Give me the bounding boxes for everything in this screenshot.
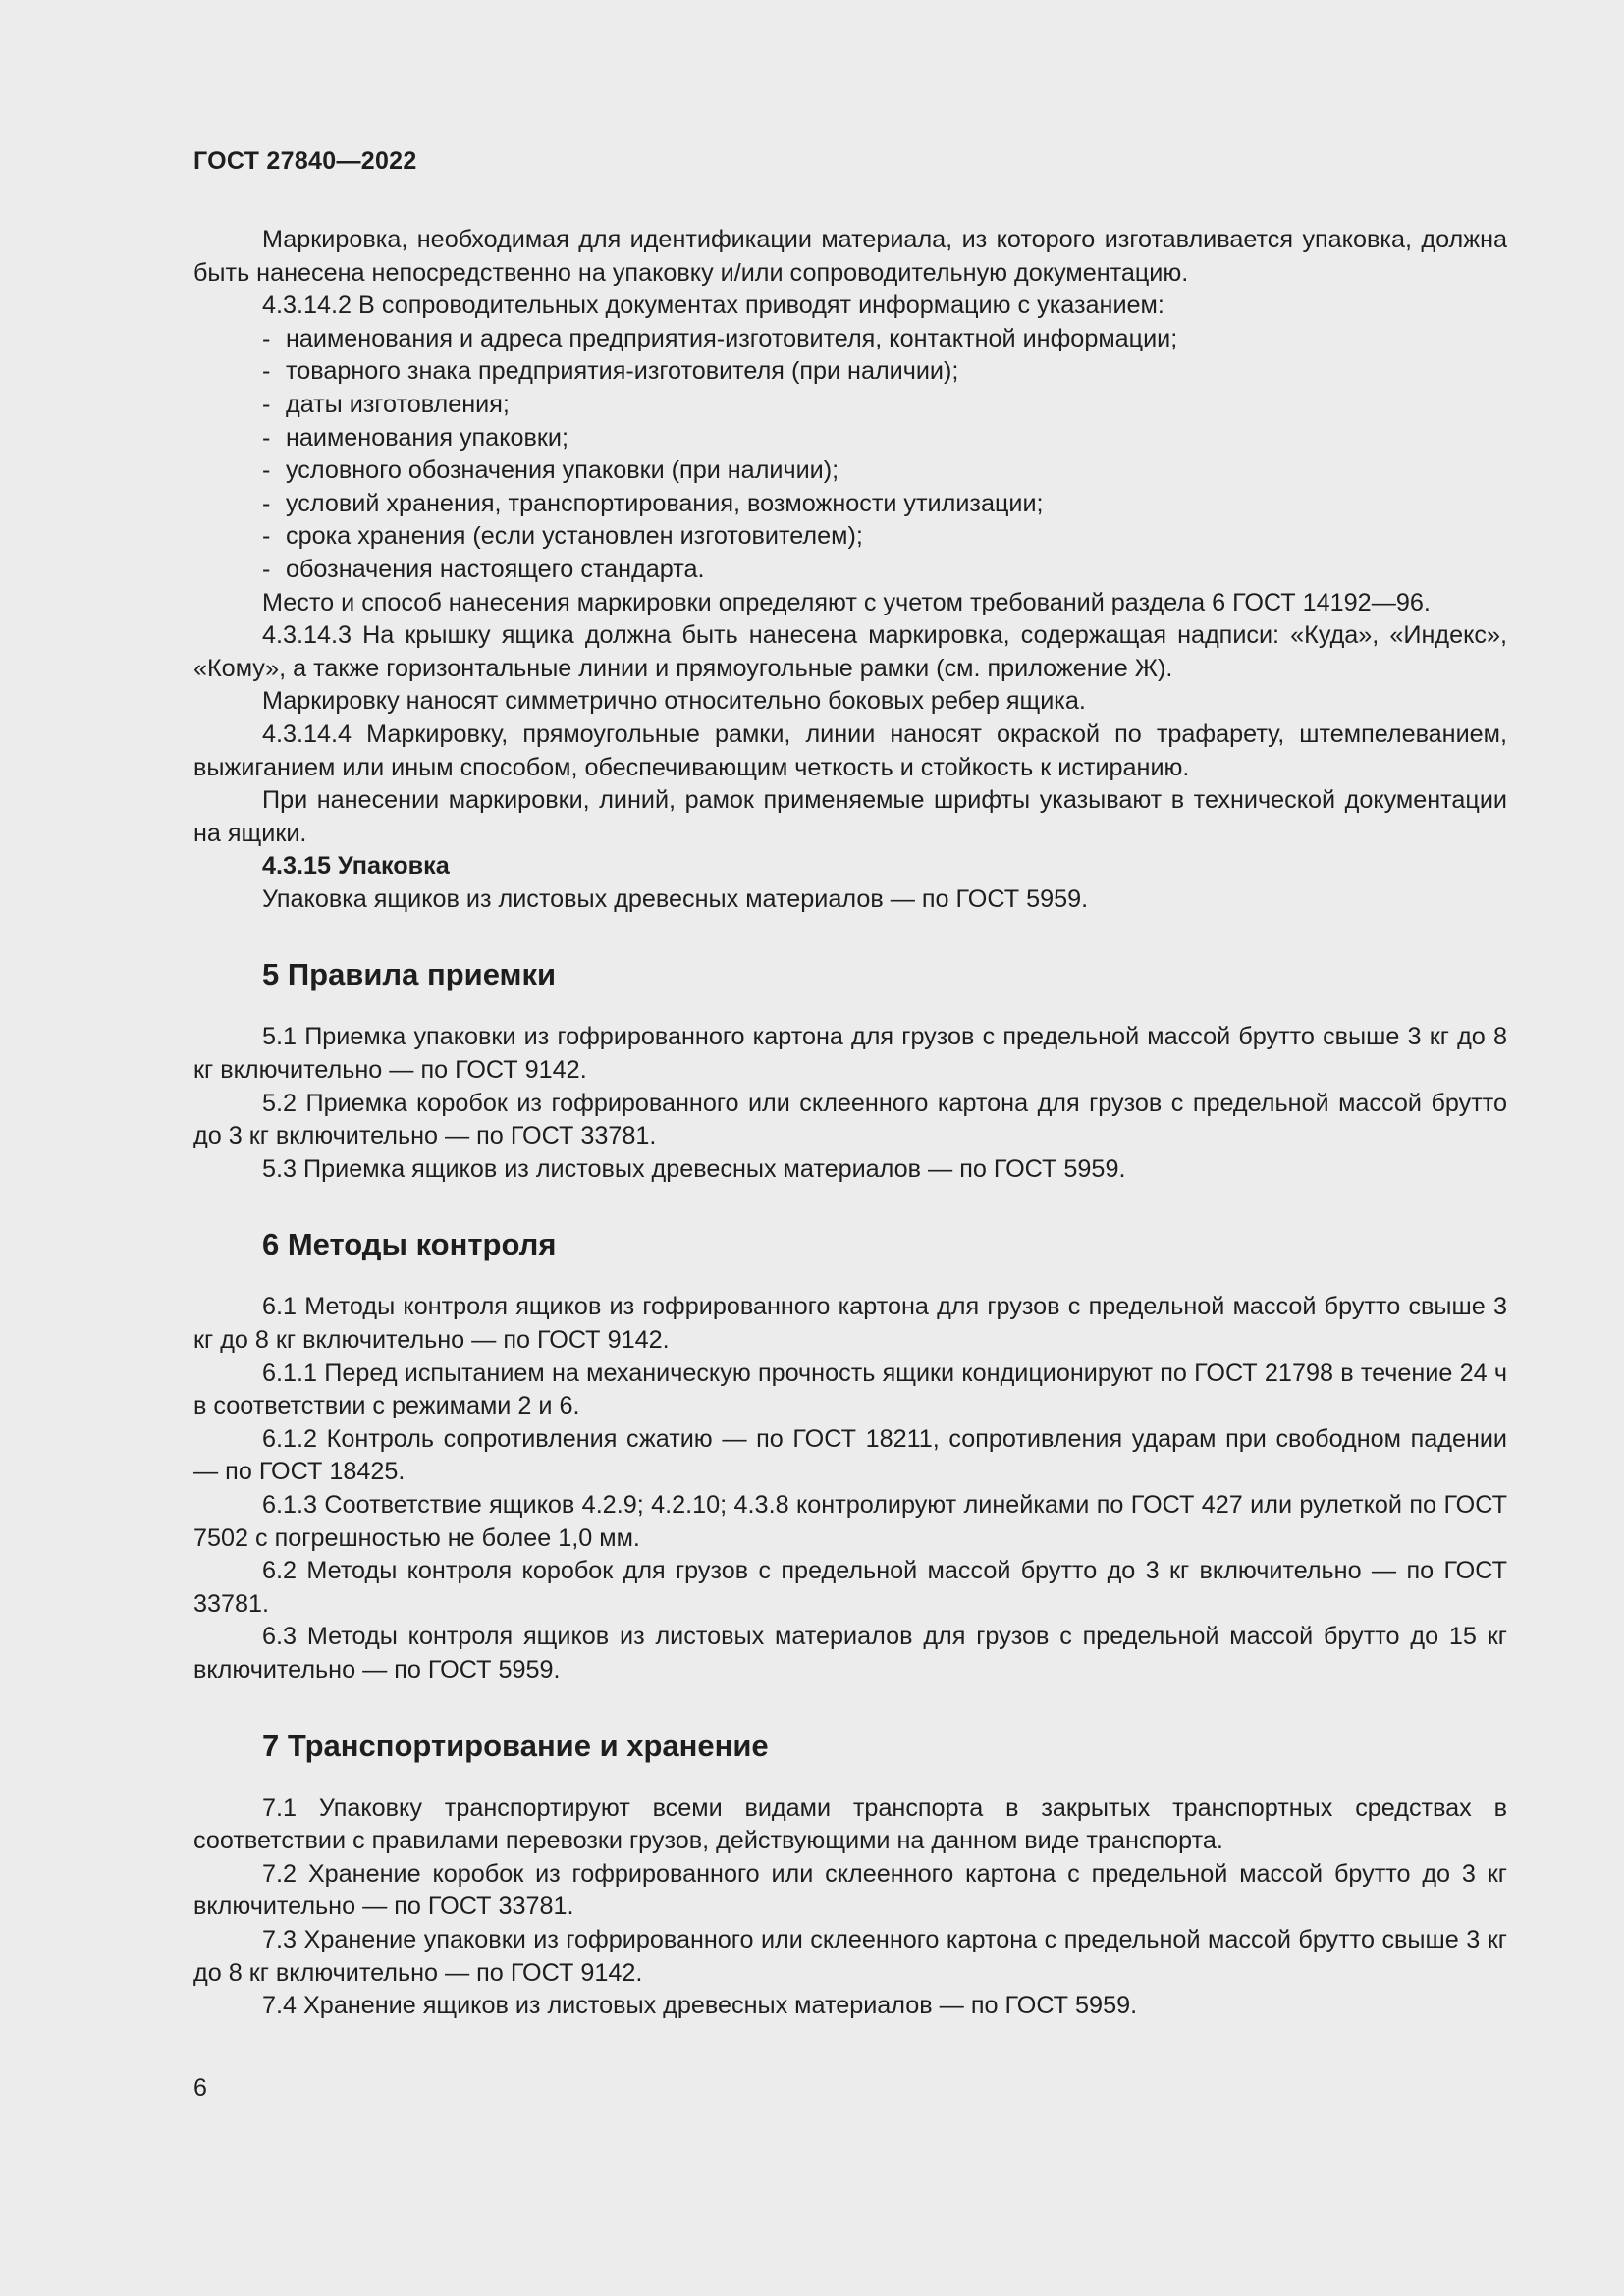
list-item-text: условного обозначения упаковки (при наличии);: [286, 456, 839, 485]
list-item: [193, 520, 1507, 554]
dash-marker: -: [262, 456, 271, 485]
list-item: [193, 389, 1507, 422]
list-item-text: наименования и адреса предприятия-изготовителя, контактной информации;: [286, 324, 1178, 352]
paragraph-6-1-3: 6.1.3 Соответствие ящиков 4.2.9; 4.2.10; 4.3.8 контролируют линейками по ГОСТ 427 или рулеткой по ГОСТ 7502 с погрешностью не более 1,0 мм.: [193, 1491, 1507, 1552]
paragraph-7-4: 7.4 Хранение ящиков из листовых древесных материалов — по ГОСТ 5959.: [262, 1992, 1138, 2020]
paragraph-fonts: При нанесении маркировки, линий, рамок применяемые шрифты указывают в технической документации на ящики.: [193, 786, 1507, 847]
paragraph-7-3: 7.3 Хранение упаковки из гофрированного или склеенного картона с предельной массой брутто свыше 3 кг до 8 кг включительно — по ГОСТ 9142.: [193, 1925, 1507, 1987]
page-number: 6: [193, 2074, 207, 2102]
document-header: ГОСТ 27840—2022: [193, 147, 417, 175]
paragraph-6-1: 6.1 Методы контроля ящиков из гофрированного картона для грузов с предельной массой брутто свыше 3 кг до 8 кг включительно — по ГОСТ 9142.: [193, 1293, 1507, 1355]
list-item-text: условий хранения, транспортирования, возможности утилизации;: [286, 489, 1044, 517]
dash-marker: -: [262, 522, 271, 551]
dash-marker: -: [262, 357, 271, 386]
list-item-text: обозначения настоящего стандарта.: [286, 555, 705, 583]
list-item: [193, 355, 1507, 389]
subsection-label-4-3-15: 4.3.15 Упаковка: [262, 852, 450, 881]
paragraph-7-1: 7.1 Упаковку транспортируют всеми видами транспорта в закрытых транспортных средствах в соответствии с правилами перевозки грузов, действующими на данном виде транспорта.: [193, 1793, 1507, 1855]
paragraph-4-3-14-3: 4.3.14.3 На крышку ящика должна быть нанесена маркировка, содержащая надписи: «Куда», «Индекс», «Кому», а также горизонтальные линии и прямоугольные рамки (см. приложение Ж).: [193, 621, 1507, 682]
paragraph-symmetric-marking: Маркировку наносят симметрично относительно боковых ребер ящика.: [262, 687, 1086, 716]
dash-marker: -: [262, 555, 271, 583]
paragraph-marking-place: Место и способ нанесения маркировки определяют с учетом требований раздела 6 ГОСТ 14192—96.: [262, 588, 1431, 616]
paragraph-marking: Маркировка, необходимая для идентификации материала, из которого изготавливается упаковка, должна быть нанесена непосредственно на упаковку и/или сопроводительную документацию.: [193, 226, 1507, 287]
paragraph-6-1-1: 6.1.1 Перед испытанием на механическую прочность ящики кондиционируют по ГОСТ 21798 в течение 24 ч в соответствии с режимами 2 и 6.: [193, 1359, 1507, 1420]
section-heading-7: 7 Транспортирование и хранение: [262, 1728, 769, 1763]
section-heading-5: 5 Правила приемки: [262, 957, 557, 992]
paragraph-4-3-15: Упаковка ящиков из листовых древесных материалов — по ГОСТ 5959.: [262, 884, 1089, 913]
section-heading-6: 6 Методы контроля: [262, 1227, 557, 1262]
list-item: [193, 554, 1507, 587]
list-item: [193, 422, 1507, 455]
list-item-text: даты изготовления;: [286, 390, 510, 418]
dash-marker: -: [262, 390, 271, 418]
paragraph-5-2: 5.2 Приемка коробок из гофрированного или склеенного картона для грузов с предельной массой брутто до 3 кг включительно — по ГОСТ 33781.: [193, 1089, 1507, 1150]
accompanying-docs-list: [193, 323, 1507, 587]
dash-marker: -: [262, 324, 271, 352]
paragraph-7-2: 7.2 Хранение коробок из гофрированного или склеенного картона с предельной массой брутто до 3 кг включительно — по ГОСТ 33781.: [193, 1859, 1507, 1921]
paragraph-6-1-2: 6.1.2 Контроль сопротивления сжатию — по ГОСТ 18211, сопротивления ударам при свободном падении — по ГОСТ 18425.: [193, 1424, 1507, 1486]
paragraph-5-1: 5.1 Приемка упаковки из гофрированного картона для грузов с предельной массой брутто свыше 3 кг до 8 кг включительно — по ГОСТ 9142.: [193, 1023, 1507, 1085]
list-item: [193, 323, 1507, 356]
paragraph-4-3-14-4: 4.3.14.4 Маркировку, прямоугольные рамки, линии наносят окраской по трафарету, штемпелеванием, выжиганием или иным способом, обеспечивающим четкость и стойкость к истиранию.: [193, 720, 1507, 781]
document-body: [193, 224, 1507, 2023]
paragraph-6-2: 6.2 Методы контроля коробок для грузов с предельной массой брутто до 3 кг включительно — по ГОСТ 33781.: [193, 1557, 1507, 1618]
list-item: [193, 488, 1507, 521]
paragraph-6-3: 6.3 Методы контроля ящиков из листовых материалов для грузов с предельной массой брутто до 15 кг включительно — по ГОСТ 5959.: [193, 1623, 1507, 1683]
dash-marker: -: [262, 489, 271, 517]
paragraph-4-3-14-2: 4.3.14.2 В сопроводительных документах приводят информацию с указанием:: [262, 292, 1164, 320]
list-item: [193, 454, 1507, 488]
dash-marker: -: [262, 423, 271, 452]
list-item-text: срока хранения (если установлен изготовителем);: [286, 522, 863, 551]
list-item-text: товарного знака предприятия-изготовителя (при наличии);: [286, 357, 959, 386]
paragraph-5-3: 5.3 Приемка ящиков из листовых древесных материалов — по ГОСТ 5959.: [262, 1154, 1126, 1183]
list-item-text: наименования упаковки;: [286, 423, 568, 452]
